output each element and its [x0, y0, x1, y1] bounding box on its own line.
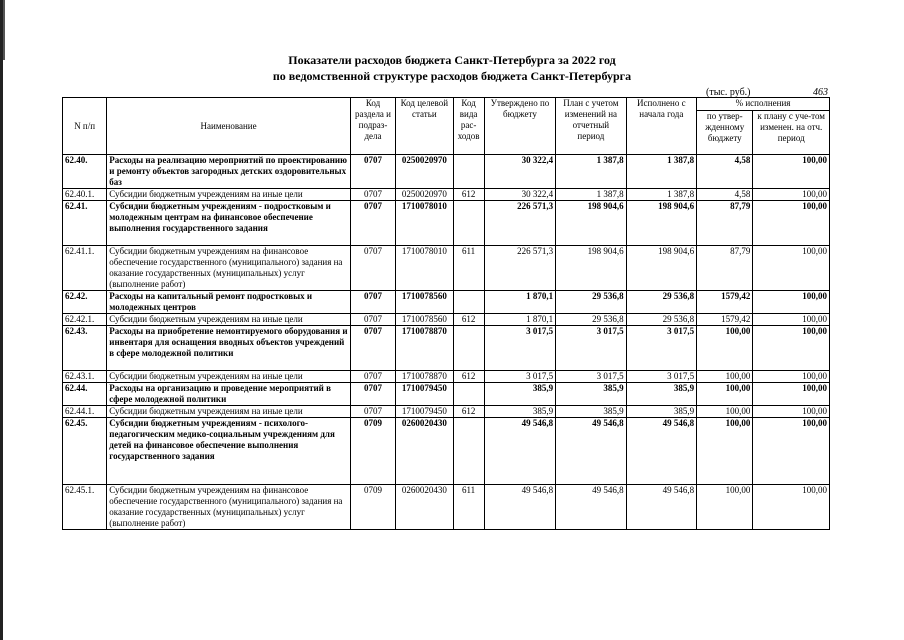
table-row — [63, 155, 830, 189]
report-title-line1: Показатели расходов бюджета Санкт-Петербурга за 2022 год — [288, 53, 616, 67]
report-title-line2: по ведомственной структуре расходов бюджета Санкт-Петербурга — [272, 69, 632, 83]
table-row — [63, 201, 830, 246]
section-code: 0707 — [350, 155, 395, 189]
row-number: 62.44.1. — [63, 406, 107, 418]
executed-value: 49 546,8 — [626, 418, 696, 485]
row-number: 62.40. — [63, 155, 107, 189]
table-row — [63, 383, 830, 406]
page-number: 463 — [813, 87, 828, 98]
executed-value: 198 904,6 — [626, 201, 696, 246]
scan-edge — [0, 0, 3, 640]
section-code: 0707 — [350, 326, 395, 371]
section-code: 0709 — [350, 418, 395, 485]
percent-plan: 100,00 — [753, 485, 830, 530]
executed-value: 385,9 — [626, 383, 696, 406]
percent-budget: 100,00 — [697, 326, 753, 371]
kind-code: 612 — [453, 371, 484, 383]
percent-plan: 100,00 — [753, 383, 830, 406]
table-row — [63, 314, 830, 326]
table-row — [63, 406, 830, 418]
plan-value: 29 536,8 — [556, 314, 626, 326]
percent-budget: 4,58 — [697, 155, 753, 189]
header-plan: План с учетом изменений на отчетный период — [556, 98, 626, 155]
percent-budget: 100,00 — [697, 406, 753, 418]
row-name: Субсидии бюджетным учреждениям - психолого-педагогическим медико-социальным учреждениям для детей на финансовое обеспечение выполнения государственного задания — [107, 418, 351, 485]
executed-value: 49 546,8 — [626, 485, 696, 530]
row-number: 62.45.1. — [63, 485, 107, 530]
row-number: 62.42. — [63, 291, 107, 314]
percent-plan: 100,00 — [753, 406, 830, 418]
target-code: 1710078010 — [396, 246, 453, 291]
plan-value: 3 017,5 — [556, 326, 626, 371]
row-name: Субсидии бюджетным учреждениям на финансовое обеспечение государственного (муниципального) задания на оказание государственных (муниципальных) услуг (выполнение работ) — [107, 246, 351, 291]
section-code: 0707 — [350, 201, 395, 246]
section-code: 0707 — [350, 406, 395, 418]
section-code: 0707 — [350, 371, 395, 383]
executed-value: 3 017,5 — [626, 326, 696, 371]
plan-value: 198 904,6 — [556, 246, 626, 291]
row-number: 62.41. — [63, 201, 107, 246]
percent-plan: 100,00 — [753, 418, 830, 485]
approved-value: 3 017,5 — [484, 371, 555, 383]
executed-value: 3 017,5 — [626, 371, 696, 383]
target-code: 0260020430 — [396, 418, 453, 485]
kind-code: 612 — [453, 189, 484, 201]
percent-plan: 100,00 — [753, 314, 830, 326]
table-row — [63, 246, 830, 291]
executed-value: 1 387,8 — [626, 189, 696, 201]
target-code: 0260020430 — [396, 485, 453, 530]
row-name: Расходы на приобретение немонтируемого оборудования и инвентаря для оснащения вводных объектов учреждений в сфере молодежной политики — [107, 326, 351, 371]
executed-value: 29 536,8 — [626, 314, 696, 326]
header-percent: % исполнения — [697, 98, 830, 111]
percent-budget: 100,00 — [697, 485, 753, 530]
executed-value: 198 904,6 — [626, 246, 696, 291]
approved-value: 49 546,8 — [484, 418, 555, 485]
row-number: 62.43. — [63, 326, 107, 371]
percent-budget: 4,58 — [697, 189, 753, 201]
target-code: 0250020970 — [396, 155, 453, 189]
table-body — [63, 155, 830, 530]
header-percent-plan: к плану с уче-том изменен. на отч. период — [753, 111, 830, 155]
approved-value: 3 017,5 — [484, 326, 555, 371]
target-code: 1710078870 — [396, 326, 453, 371]
row-name: Субсидии бюджетным учреждениям на иные цели — [107, 406, 351, 418]
target-code: 1710079450 — [396, 406, 453, 418]
expense-table — [62, 97, 830, 530]
target-code: 0250020970 — [396, 189, 453, 201]
percent-budget: 100,00 — [697, 383, 753, 406]
percent-budget: 87,79 — [697, 201, 753, 246]
percent-plan: 100,00 — [753, 246, 830, 291]
kind-code: 611 — [453, 246, 484, 291]
target-code: 1710078010 — [396, 201, 453, 246]
row-name: Субсидии бюджетным учреждениям на иные цели — [107, 371, 351, 383]
kind-code — [453, 155, 484, 189]
row-number: 62.45. — [63, 418, 107, 485]
section-code: 0707 — [350, 246, 395, 291]
percent-plan: 100,00 — [753, 371, 830, 383]
executed-value: 385,9 — [626, 406, 696, 418]
approved-value: 49 546,8 — [484, 485, 555, 530]
header-kind-code: Код вида рас-ходов — [453, 98, 484, 155]
plan-value: 3 017,5 — [556, 371, 626, 383]
table-row — [63, 189, 830, 201]
row-name: Расходы на реализацию мероприятий по проектированию и ремонту объектов загородных детских оздоровительных баз — [107, 155, 351, 189]
target-code: 1710079450 — [396, 383, 453, 406]
row-number: 62.41.1. — [63, 246, 107, 291]
row-name: Субсидии бюджетным учреждениям - подростковым и молодежным центрам на финансовое обеспечение выполнения государственного задания — [107, 201, 351, 246]
section-code: 0707 — [350, 291, 395, 314]
header-executed: Исполнено с начала года — [626, 98, 696, 155]
target-code: 1710078870 — [396, 371, 453, 383]
plan-value: 1 387,8 — [556, 189, 626, 201]
table-row — [63, 326, 830, 371]
row-number: 62.42.1. — [63, 314, 107, 326]
kind-code: 612 — [453, 406, 484, 418]
plan-value: 49 546,8 — [556, 418, 626, 485]
header-target-code: Код целевой статьи — [396, 98, 453, 155]
approved-value: 30 322,4 — [484, 189, 555, 201]
row-name: Субсидии бюджетным учреждениям на иные цели — [107, 314, 351, 326]
kind-code: 611 — [453, 485, 484, 530]
header-percent-budget: по утвер-жденному бюджету — [697, 111, 753, 155]
header-section-code: Код раздела и подраз-дела — [350, 98, 395, 155]
percent-budget: 100,00 — [697, 418, 753, 485]
row-number: 62.40.1. — [63, 189, 107, 201]
target-code: 1710078560 — [396, 291, 453, 314]
kind-code — [453, 201, 484, 246]
section-code: 0709 — [350, 485, 395, 530]
row-name: Расходы на организацию и проведение мероприятий в сфере молодежной политики — [107, 383, 351, 406]
approved-value: 385,9 — [484, 406, 555, 418]
percent-budget: 87,79 — [697, 246, 753, 291]
percent-budget: 1579,42 — [697, 314, 753, 326]
header-num: N п/п — [63, 98, 107, 155]
row-name: Расходы на капитальный ремонт подростковых и молодежных центров — [107, 291, 351, 314]
row-number: 62.44. — [63, 383, 107, 406]
approved-value: 226 571,3 — [484, 201, 555, 246]
executed-value: 29 536,8 — [626, 291, 696, 314]
plan-value: 1 387,8 — [556, 155, 626, 189]
target-code: 1710078560 — [396, 314, 453, 326]
plan-value: 198 904,6 — [556, 201, 626, 246]
kind-code — [453, 383, 484, 406]
executed-value: 1 387,8 — [626, 155, 696, 189]
table-row — [63, 418, 830, 485]
percent-plan: 100,00 — [753, 189, 830, 201]
kind-code — [453, 326, 484, 371]
percent-plan: 100,00 — [753, 201, 830, 246]
percent-plan: 100,00 — [753, 155, 830, 189]
section-code: 0707 — [350, 314, 395, 326]
header-approved: Утверждено по бюджету — [484, 98, 555, 155]
row-name: Субсидии бюджетным учреждениям на иные цели — [107, 189, 351, 201]
kind-code — [453, 291, 484, 314]
table-row — [63, 371, 830, 383]
table-row — [63, 485, 830, 530]
plan-value: 49 546,8 — [556, 485, 626, 530]
plan-value: 385,9 — [556, 406, 626, 418]
units-label: (тыс. руб.) — [706, 87, 751, 98]
approved-value: 30 322,4 — [484, 155, 555, 189]
percent-plan: 100,00 — [753, 291, 830, 314]
table-row — [63, 291, 830, 314]
scan-mark — [3, 0, 5, 60]
section-code: 0707 — [350, 189, 395, 201]
kind-code — [453, 418, 484, 485]
plan-value: 385,9 — [556, 383, 626, 406]
approved-value: 1 870,1 — [484, 291, 555, 314]
row-number: 62.43.1. — [63, 371, 107, 383]
approved-value: 385,9 — [484, 383, 555, 406]
percent-budget: 1579,42 — [697, 291, 753, 314]
approved-value: 1 870,1 — [484, 314, 555, 326]
kind-code: 612 — [453, 314, 484, 326]
percent-plan: 100,00 — [753, 326, 830, 371]
plan-value: 29 536,8 — [556, 291, 626, 314]
header-name: Наименование — [107, 98, 351, 155]
approved-value: 226 571,3 — [484, 246, 555, 291]
percent-budget: 100,00 — [697, 371, 753, 383]
section-code: 0707 — [350, 383, 395, 406]
row-name: Субсидии бюджетным учреждениям на финансовое обеспечение государственного (муниципального) задания на оказание государственных (муниципальных) услуг (выполнение работ) — [107, 485, 351, 530]
